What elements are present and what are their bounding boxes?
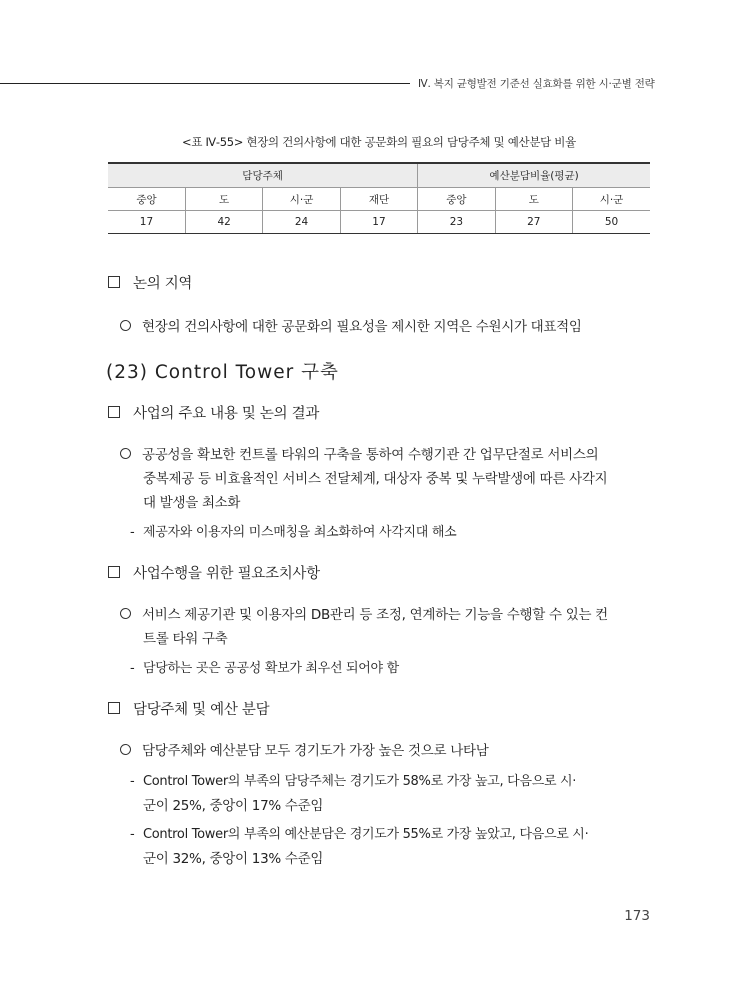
table-row xyxy=(108,211,650,234)
table-cell: 17 xyxy=(340,211,417,234)
table-cell: 17 xyxy=(108,211,185,234)
table-cell: 23 xyxy=(418,211,495,234)
column-header: 중앙 xyxy=(108,188,185,211)
item-measures: 서비스 제공기관 및 이용자의 DB관리 등 조정, 연계하는 기능을 수행할 수 있는 컨 xyxy=(120,603,608,623)
table-cell: 27 xyxy=(495,211,572,234)
circle-bullet-icon xyxy=(120,448,131,459)
table-cell: 50 xyxy=(573,211,650,234)
table-cell: 24 xyxy=(263,211,340,234)
subitem-budget-share-line-2: 군이 32%, 중앙이 13% 수준임 xyxy=(143,851,324,867)
square-bullet-icon xyxy=(108,276,120,288)
column-header: 시·군 xyxy=(573,188,650,211)
subitem-budget-share: - Control Tower의 부족의 예산분담은 경기도가 55%로 가장 높았고, 다음으로 시· xyxy=(130,827,589,842)
subitem-main-content: - 제공자와 이용자의 미스매칭을 최소화하여 사각지대 해소 xyxy=(130,525,457,540)
square-bullet-icon xyxy=(108,566,120,578)
column-header: 중앙 xyxy=(418,188,495,211)
section-title: (23) Control Tower 구축 xyxy=(106,362,339,383)
heading-measures: 사업수행을 위한 필요조치사항 xyxy=(108,562,320,583)
column-header: 재단 xyxy=(340,188,417,211)
header-rule xyxy=(0,83,410,84)
item-measures-line-2: 트롤 타워 구축 xyxy=(143,631,228,647)
dash-bullet: - xyxy=(130,827,135,842)
group-header-responsible: 담당주체 xyxy=(108,163,418,188)
subitem-budget-responsible-line-2: 군이 25%, 중앙이 17% 수준임 xyxy=(143,798,324,814)
heading-main-content: 사업의 주요 내용 및 논의 결과 xyxy=(108,402,319,423)
circle-bullet-icon xyxy=(120,744,131,755)
column-header: 시·군 xyxy=(263,188,340,211)
group-header-budget-share: 예산분담비율(평균) xyxy=(418,163,650,188)
circle-bullet-icon xyxy=(120,608,131,619)
square-bullet-icon xyxy=(108,406,120,418)
dash-bullet: - xyxy=(130,774,135,789)
running-header: Ⅳ. 복지 균형발전 기준선 실효화를 위한 시·군별 전략 xyxy=(418,78,655,90)
dash-bullet: - xyxy=(130,525,135,540)
heading-budget: 담당주체 및 예산 분담 xyxy=(108,698,269,719)
item-discussion-region: 현장의 건의사항에 대한 공문화의 필요성을 제시한 지역은 수원시가 대표적임 xyxy=(120,315,582,335)
table-caption: <표 Ⅳ-55> 현장의 건의사항에 대한 공문화의 필요의 담당주체 및 예산분담 비율 xyxy=(182,135,576,149)
dash-bullet: - xyxy=(130,661,135,676)
heading-discussion-region: 논의 지역 xyxy=(108,272,192,293)
circle-bullet-icon xyxy=(120,320,131,331)
item-main-content-line-2: 중복제공 등 비효율적인 서비스 전달체계, 대상자 중복 및 누락발생에 따른 사각지 xyxy=(143,471,608,487)
subitem-budget-responsible: - Control Tower의 부족의 담당주체는 경기도가 58%로 가장 높고, 다음으로 시· xyxy=(130,774,577,789)
item-budget: 담당주체와 예산분담 모두 경기도가 가장 높은 것으로 나타남 xyxy=(120,739,488,759)
table-cell: 42 xyxy=(185,211,262,234)
column-header: 도 xyxy=(185,188,262,211)
table-column-header-row xyxy=(108,188,650,211)
item-main-content: 공공성을 확보한 컨트롤 타워의 구축을 통하여 수행기관 간 업무단절로 서비스의 xyxy=(120,443,598,463)
square-bullet-icon xyxy=(108,702,120,714)
subitem-measures: - 담당하는 곳은 공공성 확보가 최우선 되어야 함 xyxy=(130,661,399,676)
page-number: 173 xyxy=(624,908,650,924)
column-header: 도 xyxy=(495,188,572,211)
item-main-content-line-3: 대 발생을 최소화 xyxy=(143,495,241,511)
budget-share-table xyxy=(108,162,650,234)
